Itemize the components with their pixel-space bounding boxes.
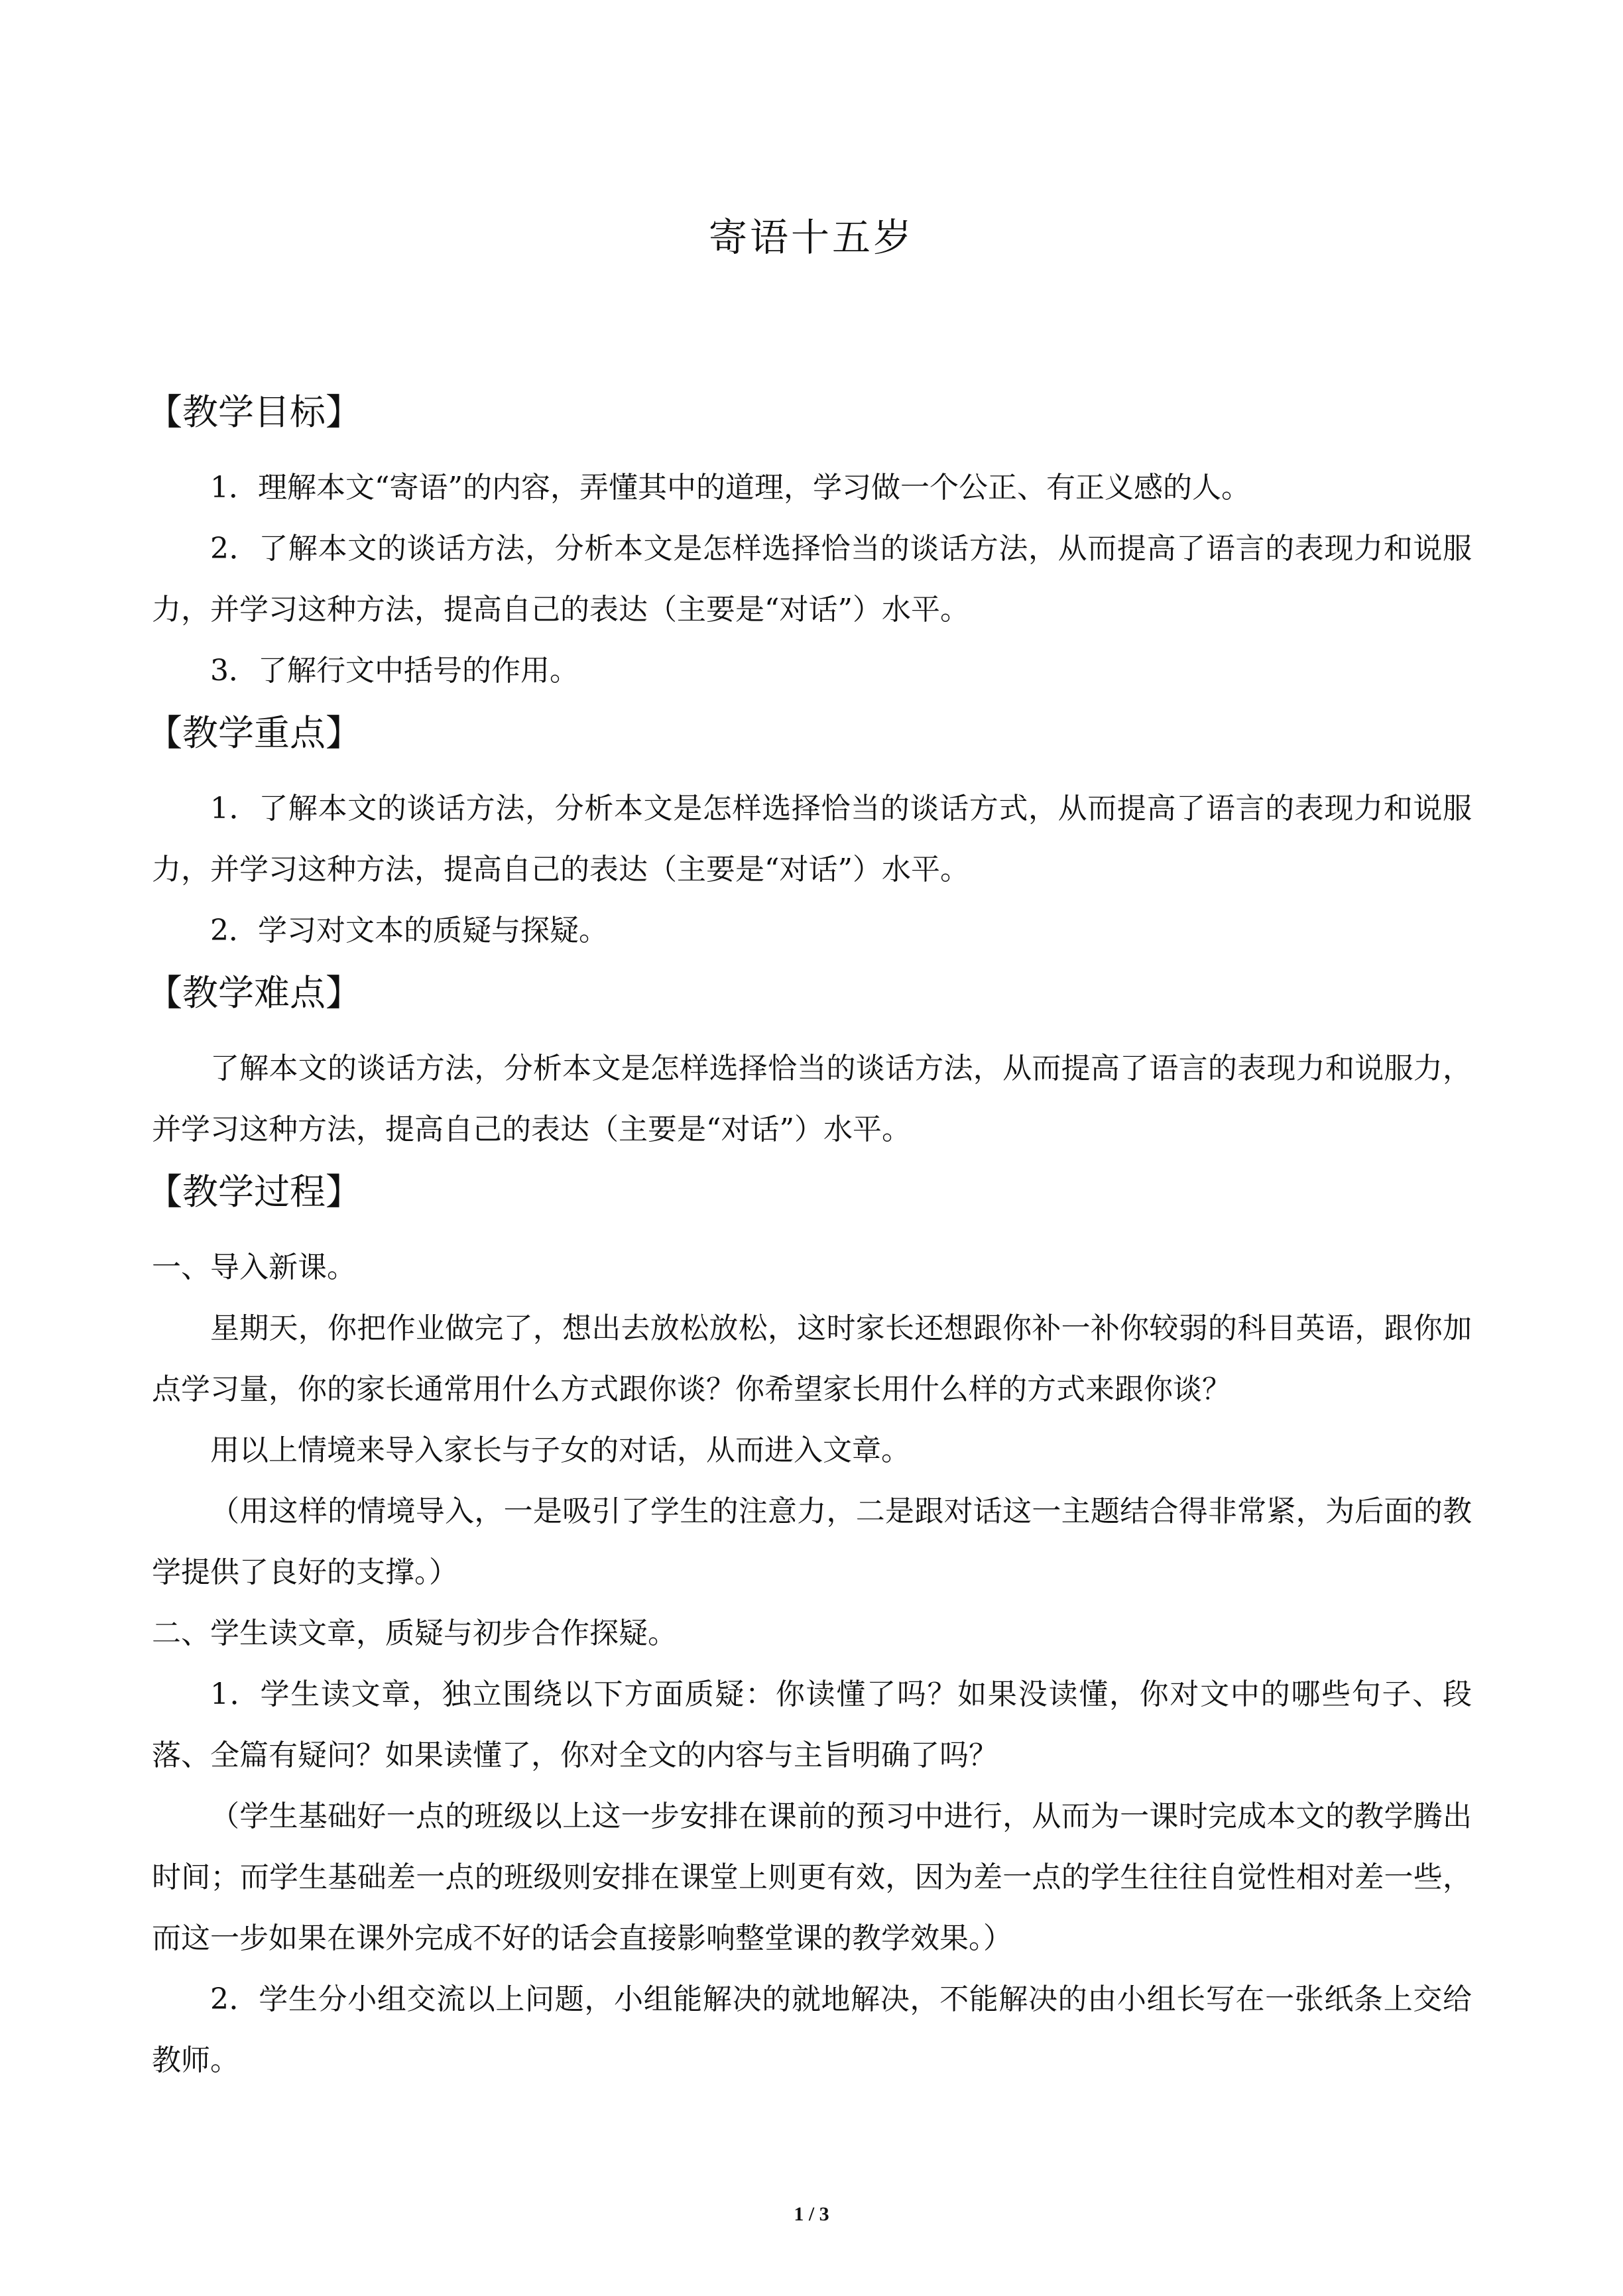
page-number: 1 / 3 [794, 2203, 829, 2225]
process-part2-note: （学生基础好一点的班级以上这一步安排在课前的预习中进行，从而为一课时完成本文的教学腾出时间；而学生基础差一点的班级则安排在课堂上则更有效，因为差一点的学生往往自觉性相对差一些，而这一步如果在课外完成不好的话会直接影响整堂课的教学效果。） [152, 1799, 1472, 1955]
section-heading-process: 【教学过程】 [147, 1171, 361, 1213]
process-part2-item-2: 2．学生分小组交流以上问题，小组能解决的就地解决，不能解决的由小组长写在一张纸条上交给教师。 [152, 1982, 1472, 2077]
process-part1-paragraph-2: 用以上情境来导入家长与子女的对话，从而进入文章。 [210, 1433, 910, 1467]
section-heading-goals: 【教学目标】 [147, 391, 361, 433]
difficulty-text: 了解本文的谈话方法，分析本文是怎样选择恰当的谈话方法，从而提高了语言的表现力和说服力，并学习这种方法，提高自己的表达（主要是“对话”）水平。 [152, 1052, 1472, 1146]
key-point-item-1: 1．了解本文的谈话方法，分析本文是怎样选择恰当的谈话方式，从而提高了语言的表现力和说服力，并学习这种方法，提高自己的表达（主要是“对话”）水平。 [152, 792, 1472, 886]
document-body [147, 386, 1472, 2091]
goal-item-3: 3．了解行文中括号的作用。 [210, 654, 579, 688]
process-part1-title: 一、导入新课。 [152, 1250, 356, 1284]
goal-item-1: 1．理解本文“寄语”的内容，弄懂其中的道理，学习做一个公正、有正义感的人。 [210, 471, 1250, 505]
key-point-item-2: 2．学习对文本的质疑与探疑。 [210, 914, 608, 947]
process-part2-item-1: 1．学生读文章，独立围绕以下方面质疑：你读懂了吗？如果没读懂，你对文中的哪些句子、段落、全篇有疑问？如果读懂了，你对全文的内容与主旨明确了吗？ [152, 1677, 1472, 1772]
process-part1-paragraph-1: 星期天，你把作业做完了，想出去放松放松，这时家长还想跟你补一补你较弱的科目英语，跟你加点学习量，你的家长通常用什么方式跟你谈？你希望家长用什么样的方式来跟你谈？ [152, 1311, 1472, 1406]
process-part2-title: 二、学生读文章，质疑与初步合作探疑。 [152, 1616, 677, 1650]
document-title: 寄语十五岁 [708, 215, 914, 260]
goal-item-2: 2．了解本文的谈话方法，分析本文是怎样选择恰当的谈话方法，从而提高了语言的表现力和说服力，并学习这种方法，提高自己的表达（主要是“对话”）水平。 [152, 532, 1472, 627]
section-heading-key-points: 【教学重点】 [147, 712, 361, 754]
section-heading-difficulties: 【教学难点】 [147, 972, 361, 1014]
process-part1-note: （用这样的情境导入，一是吸引了学生的注意力，二是跟对话这一主题结合得非常紧，为后面的教学提供了良好的支撑。） [152, 1494, 1472, 1589]
